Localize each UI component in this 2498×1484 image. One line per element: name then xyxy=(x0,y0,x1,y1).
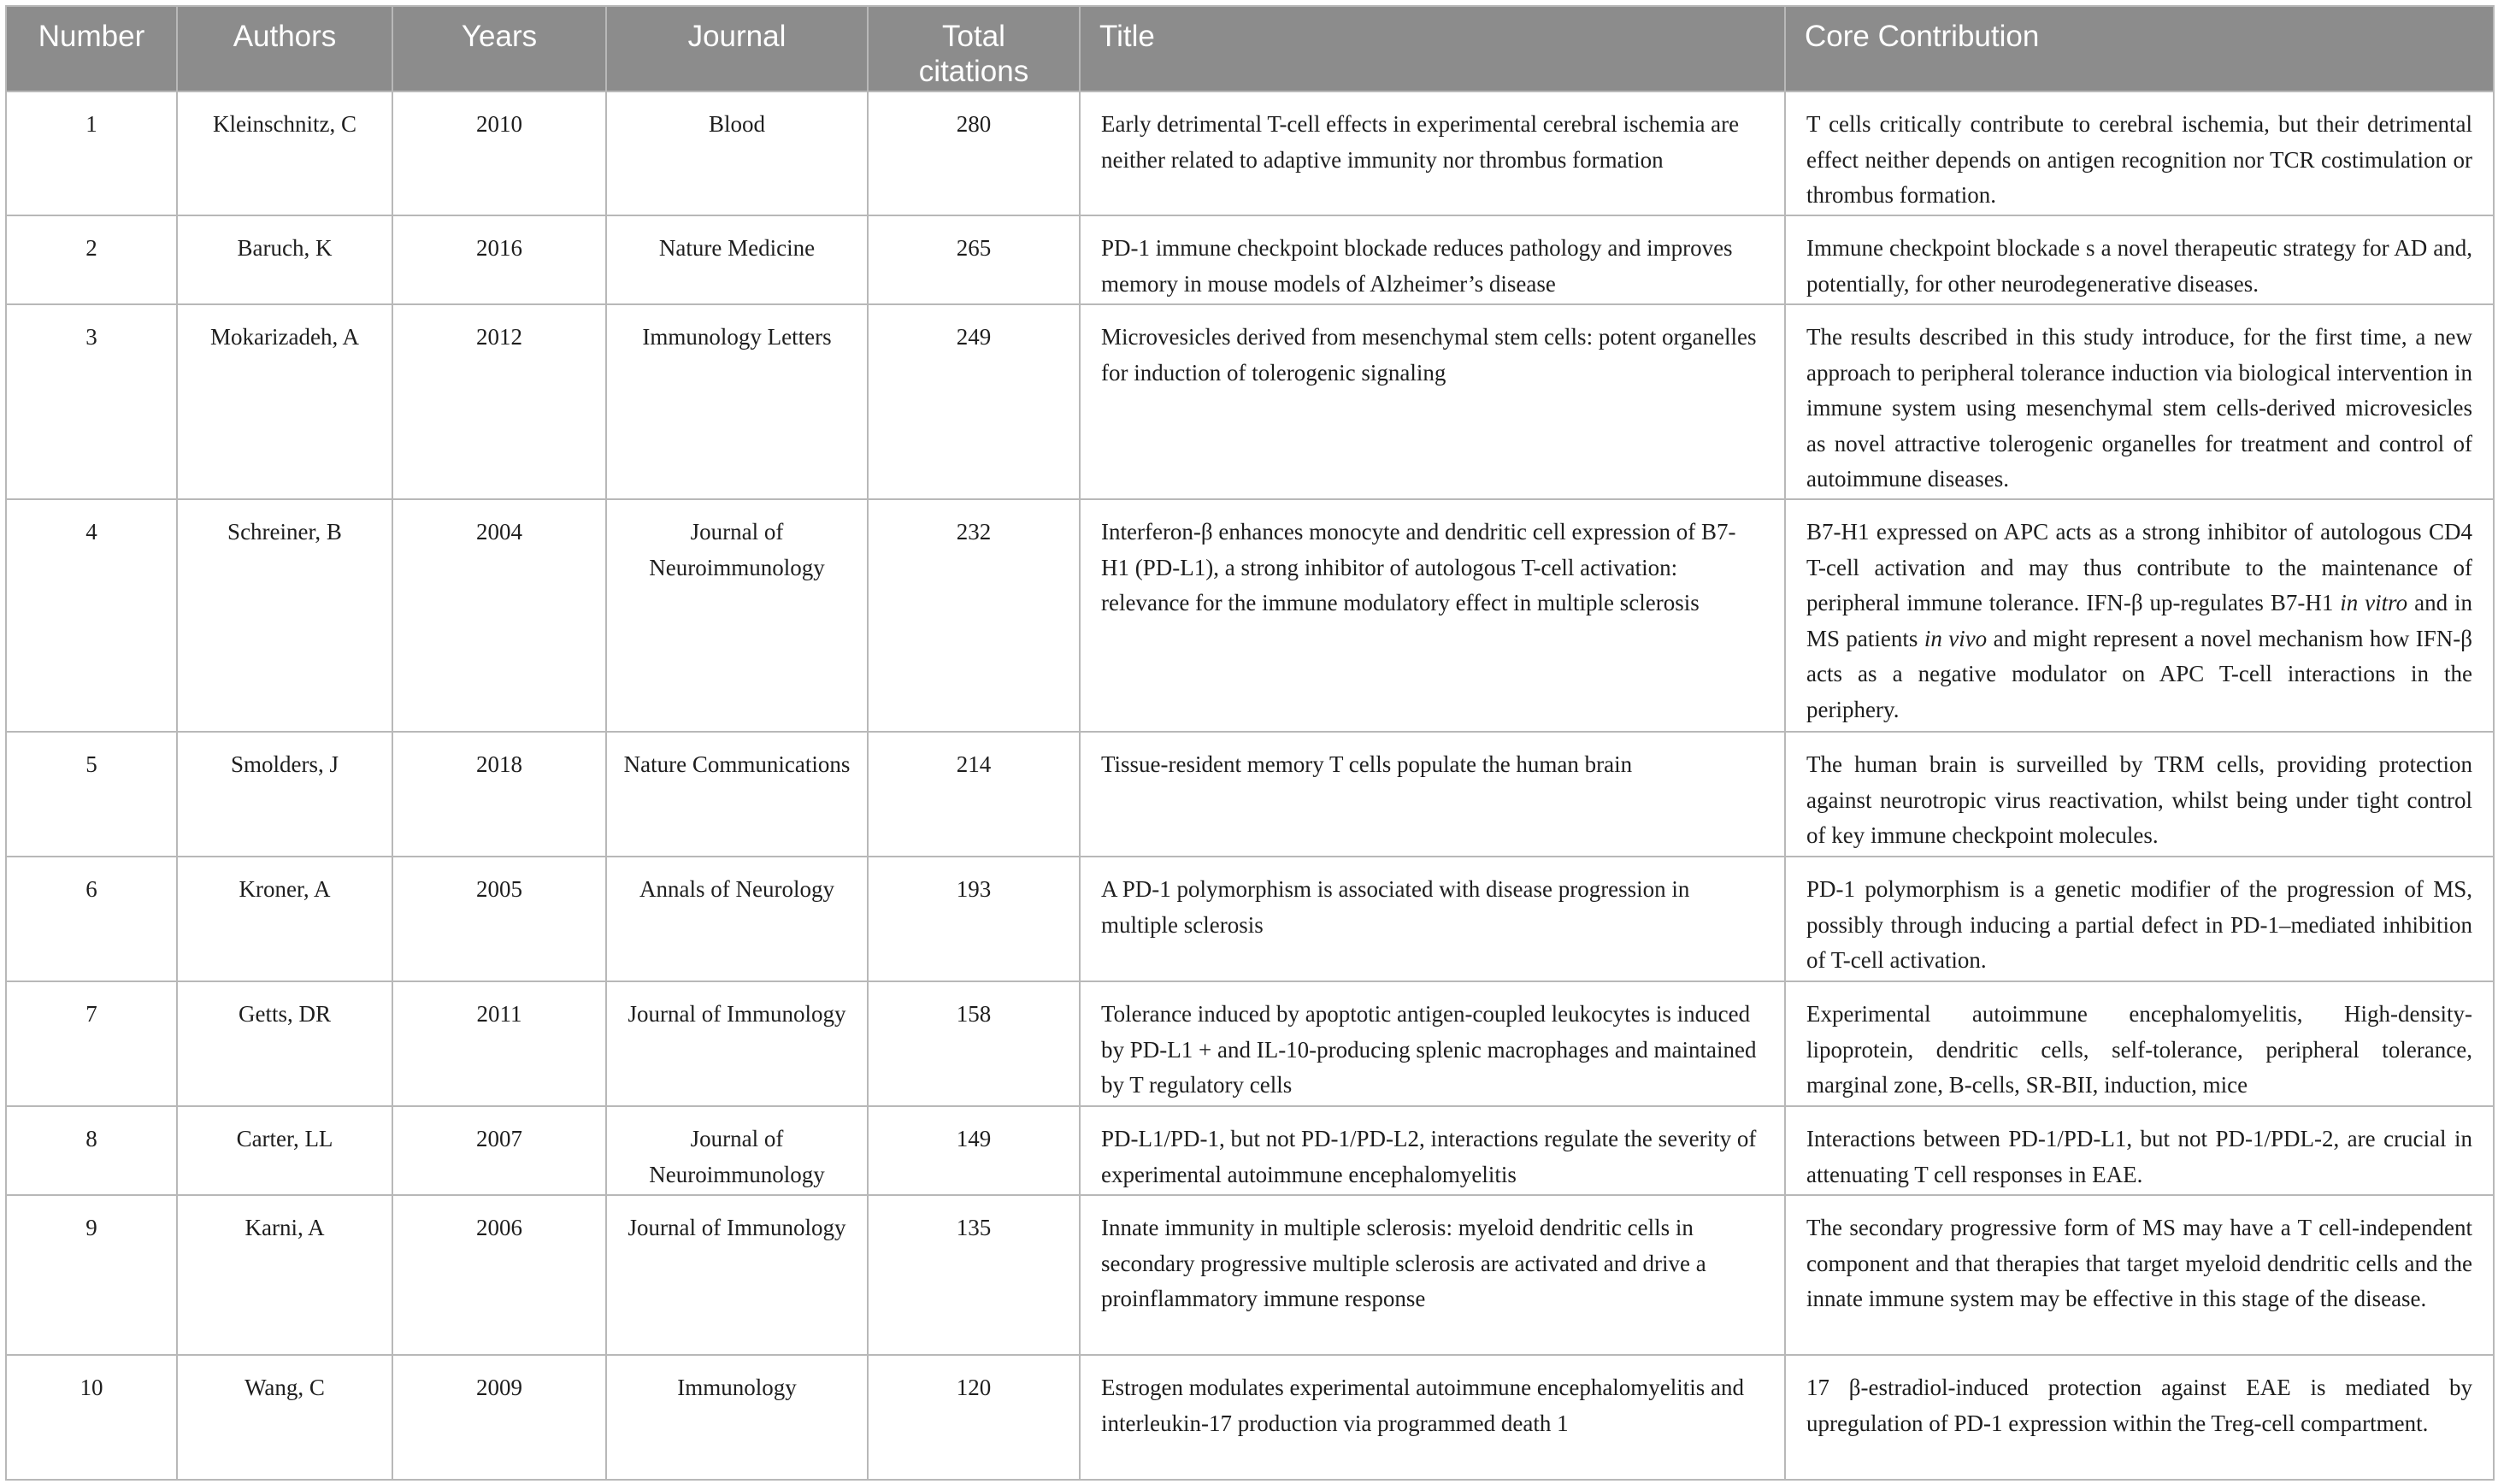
cell-number: 3 xyxy=(6,304,177,499)
cell-title: Innate immunity in multiple sclerosis: myeloid dendritic cells in secondary progressive multiple sclerosis are activated and drive a proinflammatory immune response xyxy=(1080,1195,1785,1355)
header-journal: Journal xyxy=(606,6,868,91)
table-row xyxy=(6,499,2494,732)
cell-citations: 158 xyxy=(868,981,1080,1106)
cell-core-contribution xyxy=(1785,499,2494,732)
core-text-italic-in-vivo: in vivo xyxy=(1924,625,1988,651)
cell-journal: Journal of Neuroimmunology xyxy=(606,1106,868,1195)
cell-core-contribution: PD-1 polymorphism is a genetic modifier of the progression of MS, possibly through inducing a partial defect in PD-1–mediated inhibition of T-cell activation. xyxy=(1785,857,2494,981)
cell-year: 2012 xyxy=(392,304,606,499)
cell-journal: Nature Medicine xyxy=(606,215,868,304)
cell-number: 8 xyxy=(6,1106,177,1195)
cell-authors: Kleinschnitz, C xyxy=(177,91,392,215)
core-text-italic-in-vitro: in vitro xyxy=(2340,590,2408,615)
table-body xyxy=(6,91,2494,1480)
cell-journal: Journal of Immunology xyxy=(606,981,868,1106)
table-row xyxy=(6,215,2494,304)
table-row xyxy=(6,304,2494,499)
cell-citations: 265 xyxy=(868,215,1080,304)
cell-number: 7 xyxy=(6,981,177,1106)
cell-year: 2007 xyxy=(392,1106,606,1195)
citation-table-container xyxy=(5,5,2493,1481)
cell-core-contribution: The human brain is surveilled by TRM cells, providing protection against neurotropic virus reactivation, whilst being under tight control of key immune checkpoint molecules. xyxy=(1785,732,2494,857)
cell-citations: 135 xyxy=(868,1195,1080,1355)
table-row xyxy=(6,857,2494,981)
cell-core-contribution: 17 β-estradiol-induced protection against EAE is mediated by upregulation of PD-1 expression within the Treg-cell compartment. xyxy=(1785,1355,2494,1480)
cell-authors: Getts, DR xyxy=(177,981,392,1106)
cell-authors: Karni, A xyxy=(177,1195,392,1355)
cell-citations: 120 xyxy=(868,1355,1080,1480)
header-total-citations xyxy=(868,6,1080,91)
cell-number: 4 xyxy=(6,499,177,732)
cell-citations: 249 xyxy=(868,304,1080,499)
cell-journal: Immunology Letters xyxy=(606,304,868,499)
top-cited-papers-table xyxy=(5,5,2495,1481)
table-row xyxy=(6,1195,2494,1355)
cell-year: 2009 xyxy=(392,1355,606,1480)
header-years: Years xyxy=(392,6,606,91)
header-title: Title xyxy=(1080,6,1785,91)
cell-core-contribution: T cells critically contribute to cerebral ischemia, but their detrimental effect neither depends on antigen recognition nor TCR costimulation or thrombus formation. xyxy=(1785,91,2494,215)
header-core-contribution: Core Contribution xyxy=(1785,6,2494,91)
core-text-segment: and might represent a novel mechanism how IFN-β acts as a negative modulator on APC T-cell interactions in the periphery. xyxy=(1806,625,2472,722)
cell-citations: 232 xyxy=(868,499,1080,732)
cell-title: Estrogen modulates experimental autoimmune encephalomyelitis and interleukin-17 production via programmed death 1 xyxy=(1080,1355,1785,1480)
cell-journal: Journal of Neuroimmunology xyxy=(606,499,868,732)
cell-number: 1 xyxy=(6,91,177,215)
cell-number: 9 xyxy=(6,1195,177,1355)
cell-year: 2018 xyxy=(392,732,606,857)
cell-number: 6 xyxy=(6,857,177,981)
header-total-citations-line-1: Total xyxy=(942,20,1005,53)
cell-year: 2010 xyxy=(392,91,606,215)
cell-title: PD-L1/PD-1, but not PD-1/PD-L2, interactions regulate the severity of experimental autoimmune encephalomyelitis xyxy=(1080,1106,1785,1195)
cell-citations: 193 xyxy=(868,857,1080,981)
table-row xyxy=(6,732,2494,857)
cell-core-contribution: Interactions between PD-1/PD-L1, but not PD-1/PDL-2, are crucial in attenuating T cell responses in EAE. xyxy=(1785,1106,2494,1195)
cell-authors: Mokarizadeh, A xyxy=(177,304,392,499)
cell-year: 2011 xyxy=(392,981,606,1106)
cell-core-contribution: Immune checkpoint blockade s a novel therapeutic strategy for AD and, potentially, for other neurodegenerative diseases. xyxy=(1785,215,2494,304)
cell-year: 2005 xyxy=(392,857,606,981)
table-row xyxy=(6,1355,2494,1480)
cell-journal: Immunology xyxy=(606,1355,868,1480)
cell-core-contribution: The secondary progressive form of MS may have a T cell-independent component and that therapies that target myeloid dendritic cells and the innate immune system may be effective in this stage of the disease. xyxy=(1785,1195,2494,1355)
core-text-segment: B7-H1 expressed on APC acts as a strong inhibitor of autologous CD4 T-cell activation and may thus contribute to the maintenance of peripheral immune tolerance. IFN-β up-regulates B7-H1 xyxy=(1806,519,2472,615)
core-text-segment: and in MS patients xyxy=(1806,590,2472,651)
cell-year: 2006 xyxy=(392,1195,606,1355)
cell-title: A PD-1 polymorphism is associated with disease progression in multiple sclerosis xyxy=(1080,857,1785,981)
cell-authors: Smolders, J xyxy=(177,732,392,857)
cell-authors: Kroner, A xyxy=(177,857,392,981)
header-number: Number xyxy=(6,6,177,91)
header-authors: Authors xyxy=(177,6,392,91)
cell-title: Tolerance induced by apoptotic antigen-coupled leukocytes is induced by PD-L1 + and IL-10-producing splenic macrophages and maintained by T regulatory cells xyxy=(1080,981,1785,1106)
header-total-citations-line-2: citations xyxy=(918,55,1029,88)
cell-year: 2016 xyxy=(392,215,606,304)
cell-journal: Blood xyxy=(606,91,868,215)
cell-number: 10 xyxy=(6,1355,177,1480)
cell-core-contribution: The results described in this study introduce, for the first time, a new approach to peripheral tolerance induction via biological intervention in immune system using mesenchymal stem cells-derived microvesicles as novel attractive tolerogenic organelles for treatment and control of autoimmune diseases. xyxy=(1785,304,2494,499)
cell-title: Interferon-β enhances monocyte and dendritic cell expression of B7-H1 (PD-L1), a strong inhibitor of autologous T-cell activation: relevance for the immune modulatory effect in multiple sclerosis xyxy=(1080,499,1785,732)
cell-number: 2 xyxy=(6,215,177,304)
cell-authors: Carter, LL xyxy=(177,1106,392,1195)
cell-citations: 149 xyxy=(868,1106,1080,1195)
cell-journal: Annals of Neurology xyxy=(606,857,868,981)
table-row xyxy=(6,91,2494,215)
cell-year: 2004 xyxy=(392,499,606,732)
cell-core-contribution: Experimental autoimmune encephalomyelitis, High-density-lipoprotein, dendritic cells, self-tolerance, peripheral tolerance, marginal zone, B-cells, SR-BII, induction, mice xyxy=(1785,981,2494,1106)
table-row xyxy=(6,981,2494,1106)
cell-journal: Journal of Immunology xyxy=(606,1195,868,1355)
cell-authors: Wang, C xyxy=(177,1355,392,1480)
cell-citations: 280 xyxy=(868,91,1080,215)
cell-title: PD-1 immune checkpoint blockade reduces pathology and improves memory in mouse models of Alzheimer’s disease xyxy=(1080,215,1785,304)
table-header xyxy=(6,6,2494,91)
table-row xyxy=(6,1106,2494,1195)
header-row xyxy=(6,6,2494,91)
cell-citations: 214 xyxy=(868,732,1080,857)
cell-title: Early detrimental T-cell effects in experimental cerebral ischemia are neither related to adaptive immunity nor thrombus formation xyxy=(1080,91,1785,215)
cell-authors: Baruch, K xyxy=(177,215,392,304)
cell-number: 5 xyxy=(6,732,177,857)
cell-authors: Schreiner, B xyxy=(177,499,392,732)
cell-journal: Nature Communications xyxy=(606,732,868,857)
cell-title: Microvesicles derived from mesenchymal stem cells: potent organelles for induction of tolerogenic signaling xyxy=(1080,304,1785,499)
cell-title: Tissue-resident memory T cells populate the human brain xyxy=(1080,732,1785,857)
